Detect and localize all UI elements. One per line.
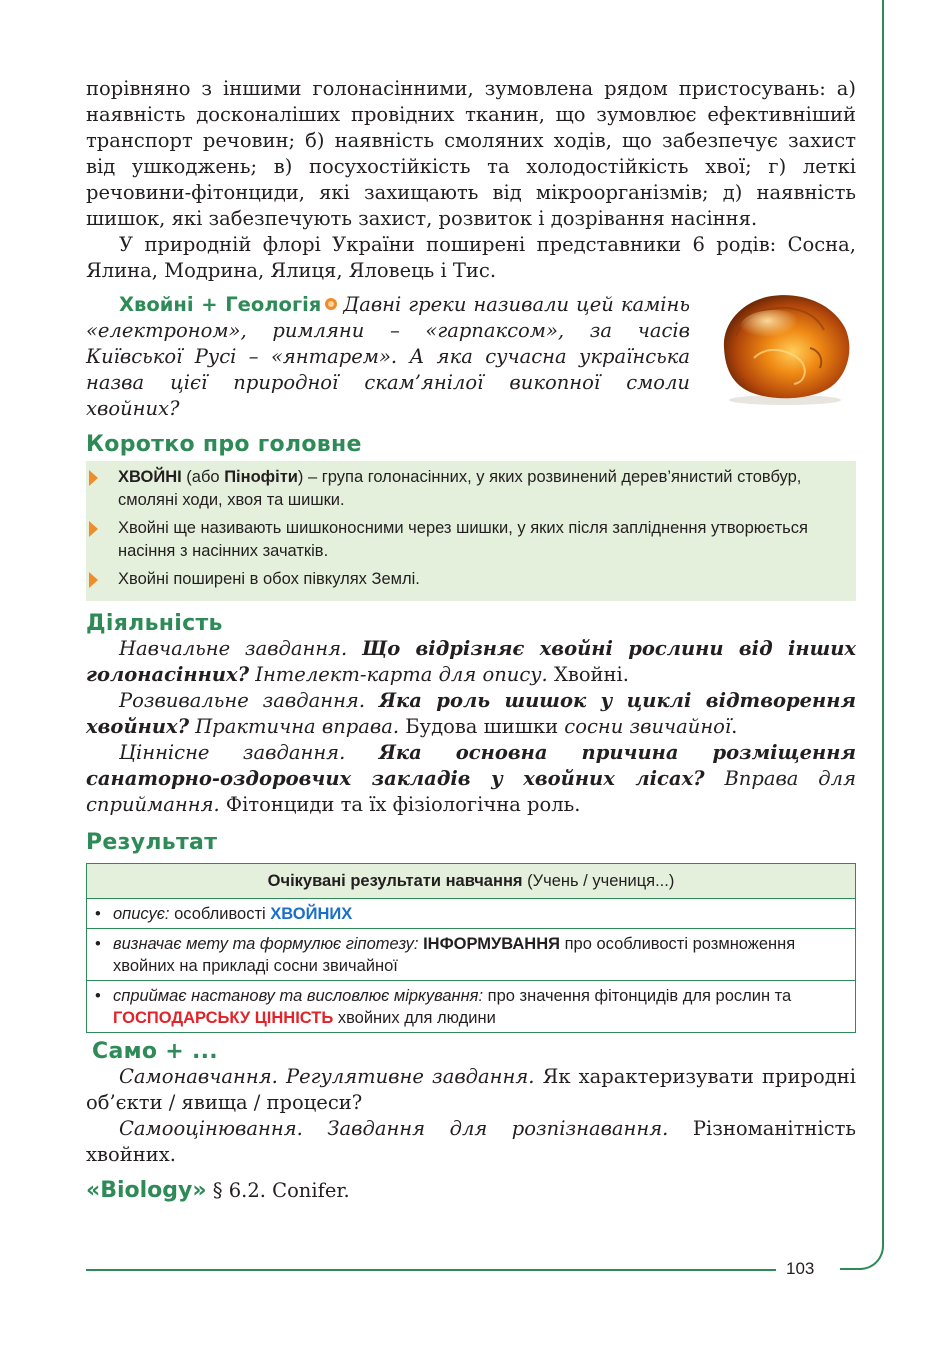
task-label: Ціннісне завдання.	[119, 741, 346, 764]
table-row	[87, 929, 856, 981]
result-verb: сприймає настанову та висловлює міркування:	[113, 987, 484, 1005]
footer-rule	[86, 1269, 776, 1271]
task-method: Інтелект-карта для опису.	[255, 663, 548, 686]
table-header-cell	[87, 864, 856, 899]
task-question: Яка роль шишок у циклі відтворення хвойних?	[86, 689, 856, 738]
summary-item	[118, 516, 844, 567]
task-question: Що відрізняє хвойні рослини від інших голонасінних?	[86, 637, 857, 686]
page-content	[86, 76, 856, 1203]
result-text: особливості	[169, 905, 271, 923]
result-verb: описує:	[113, 905, 170, 923]
geology-text	[86, 292, 690, 422]
summary-item	[118, 465, 844, 516]
table-cell	[87, 981, 856, 1033]
task-topic: Фітонциди та їх фізіологічна роль.	[225, 793, 581, 816]
self-text: Як характеризувати природні об’єкти / явища / процеси?	[86, 1065, 856, 1114]
table-cell	[87, 929, 856, 981]
table-cell	[87, 899, 856, 929]
intro-paragraph-1: порівняно з іншими голонасінними, зумовлена рядом пристосувань: а) наявність досконаліших провідних тканин, що зумовлює ефективніший транспорт речовин; б) наявність смоляних ходів, що забезпечує захист від ушкоджень; в) посухостійкість та холодостійкість хвої; г) леткі речовини-фітонциди, які захищають від мікроорганізмів; д) наявність шишок, які забезпечують захист, розвиток і дозрівання насіння.	[86, 77, 856, 230]
term-pinophyta: Пінофіти	[224, 468, 298, 486]
table-header-row	[87, 864, 856, 899]
activity-task-2	[86, 688, 856, 740]
table-header-bold: Очікувані результати навчання	[267, 872, 523, 890]
arrow-bullet-icon	[89, 521, 98, 537]
task-question: Яка основна причина розміщення санаторно-оздоровчих закладів у хвойних лісах?	[86, 741, 856, 790]
result-text: про значення фітонцидів для рослин та	[483, 987, 792, 1005]
bullet-icon: •	[95, 935, 101, 953]
result-accent: ХВОЙНИХ	[270, 905, 353, 923]
arrow-bullet-icon	[89, 470, 98, 486]
table-row	[87, 981, 856, 1033]
result-accent: ІНФОРМУВАННЯ	[423, 935, 560, 953]
self-item-2	[86, 1116, 856, 1168]
bullet-icon: •	[95, 987, 101, 1005]
task-topic-italic: сосни звичайної	[564, 715, 732, 738]
task-label: Навчальне завдання.	[119, 637, 348, 660]
self-text: Різноманітність хвойних.	[86, 1117, 856, 1166]
arrow-bullet-icon	[89, 572, 98, 588]
result-text: про особливості розмноження хвойних на прикладі сосни звичайної	[113, 935, 796, 975]
table-row	[87, 899, 856, 929]
activity-task-1	[86, 636, 856, 688]
results-table	[86, 863, 856, 1033]
task-method: Вправа для сприймання.	[86, 767, 856, 816]
summary-heading: Коротко про головне	[86, 432, 362, 457]
geology-block	[86, 292, 856, 420]
flower-icon	[325, 298, 337, 310]
summary-text: Хвойні ще називають шишконосними через шишки, у яких після запліднення утворюється насіння з насінних зачатків.	[118, 519, 808, 560]
bullet-icon: •	[95, 905, 101, 923]
biology-label: «Biology»	[86, 1178, 207, 1203]
summary-item	[118, 567, 844, 595]
task-end: .	[731, 715, 738, 738]
result-text: хвойних для людини	[333, 1009, 496, 1027]
result-verb: визначає мету та формулює гіпотезу:	[113, 935, 419, 953]
self-label: Самооцінювання. Завдання для розпізнавання.	[119, 1117, 669, 1140]
term-conifers: ХВОЙНІ	[118, 468, 182, 486]
task-topic: Хвойні.	[553, 663, 629, 686]
geology-question: Давні греки називали цей камінь «електроном», римляни – «гарпаксом», за часів Київської Русі – «янтарем». А яка сучасна українська назва цієї природної скам’янілої викопної смоли хвойних?	[86, 293, 690, 420]
result-heading: Результат	[86, 830, 218, 855]
table-header-plain: (Учень / учениця...)	[522, 872, 675, 890]
summary-text: ) – група голонасінних, у яких розвинений дерев’янистий стовбур, смоляні ходи, хвоя та шишки.	[118, 468, 802, 509]
self-item-1	[86, 1064, 856, 1116]
summary-text: Хвойні поширені в обох півкулях Землі.	[118, 570, 420, 588]
task-label: Розвивальне завдання.	[119, 689, 366, 712]
summary-text: (або	[181, 468, 225, 486]
task-topic: Будова шишки	[405, 715, 559, 738]
amber-stone-image	[714, 288, 856, 406]
activity-heading: Діяльність	[86, 611, 223, 636]
self-label: Самонавчання. Регулятивне завдання.	[119, 1065, 535, 1088]
task-method: Практична вправа.	[195, 715, 400, 738]
activity-task-3	[86, 740, 856, 818]
biology-ref: § 6.2. Conifer.	[206, 1179, 350, 1202]
self-heading: Само + ...	[92, 1039, 218, 1064]
biology-reference	[86, 1178, 856, 1203]
page-number: 103	[786, 1259, 815, 1278]
geology-title: Хвойні + Геологія	[119, 293, 322, 316]
result-accent: ГОСПОДАРСЬКУ ЦІННІСТЬ	[113, 1009, 334, 1027]
intro-paragraph-2: У природній флорі України поширені представники 6 родів: Сосна, Ялина, Модрина, Ялиця, Яловець і Тис.	[86, 233, 856, 282]
summary-box	[86, 461, 856, 601]
